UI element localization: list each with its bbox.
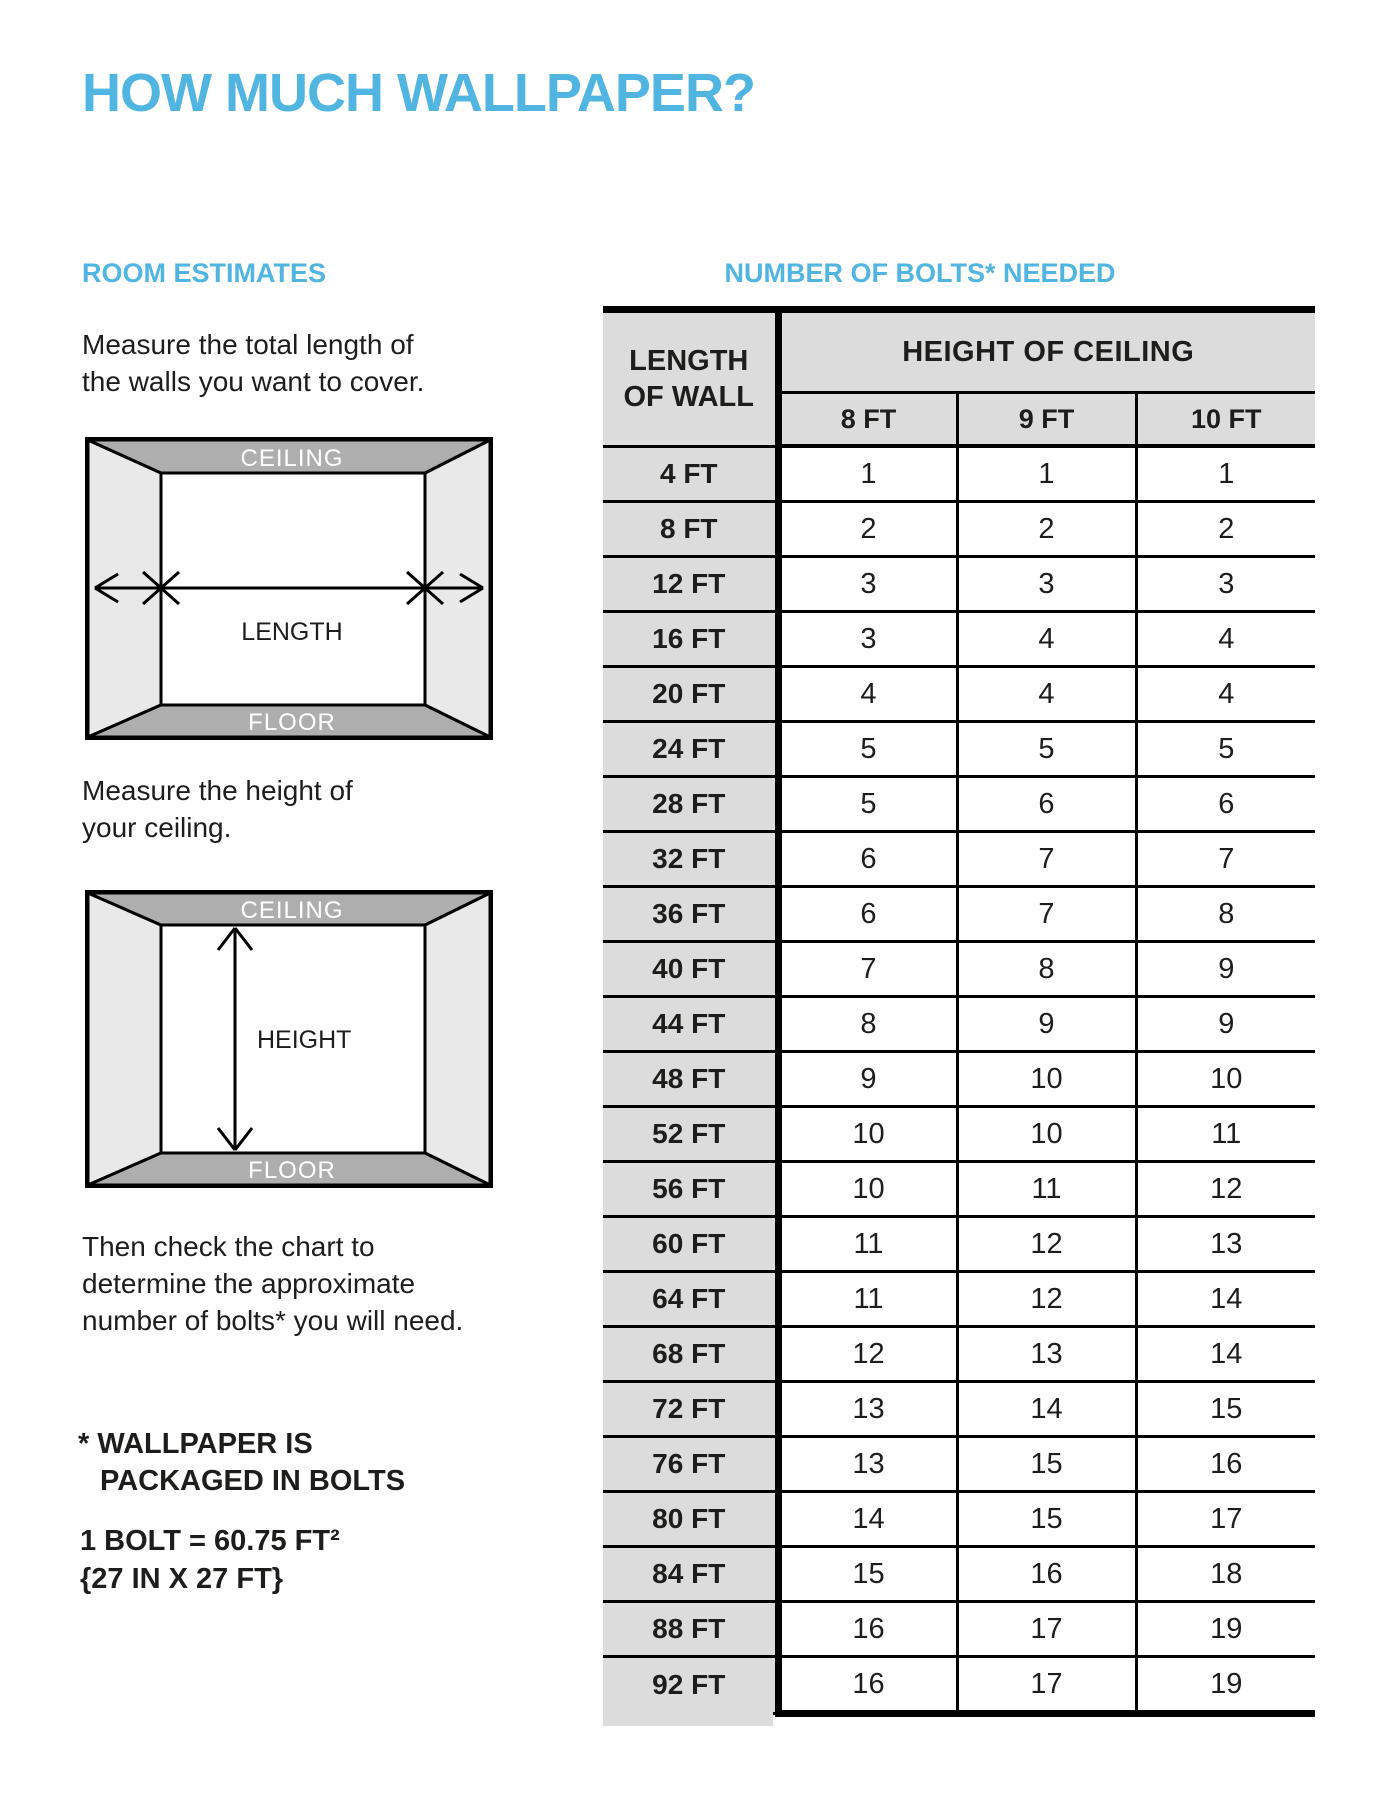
left-wall bbox=[88, 893, 161, 1185]
bolts-value-cell: 16 bbox=[1136, 1437, 1315, 1492]
bolt-size-line: 1 BOLT = 60.75 FT² bbox=[80, 1525, 340, 1557]
ceiling-9ft-header: 9 FT bbox=[957, 393, 1136, 447]
wall-length-cell: 60 FT bbox=[603, 1217, 778, 1272]
bolts-value-cell: 19 bbox=[1136, 1602, 1315, 1657]
wall-length-cell: 84 FT bbox=[603, 1547, 778, 1602]
bolts-value-cell: 3 bbox=[778, 612, 957, 667]
ceiling-label: CEILING bbox=[240, 445, 344, 472]
bolts-value-cell: 15 bbox=[1136, 1382, 1315, 1437]
bolts-value-cell: 7 bbox=[778, 942, 957, 997]
wall-length-cell: 52 FT bbox=[603, 1107, 778, 1162]
footnote-line: * WALLPAPER IS bbox=[78, 1428, 313, 1460]
room-height-svg bbox=[85, 890, 493, 1188]
bolts-value-cell: 5 bbox=[1136, 722, 1315, 777]
wall-length-cell: 64 FT bbox=[603, 1272, 778, 1327]
table-row bbox=[603, 997, 1315, 1052]
bolts-value-cell: 7 bbox=[957, 887, 1136, 942]
table-row bbox=[603, 667, 1315, 722]
measure-length-paragraph bbox=[82, 326, 424, 400]
bolts-value-cell: 6 bbox=[1136, 777, 1315, 832]
paragraph-line: Measure the total length of bbox=[82, 329, 414, 360]
bolts-value-cell: 8 bbox=[778, 997, 957, 1052]
bolts-value-cell: 13 bbox=[778, 1437, 957, 1492]
room-height-diagram bbox=[85, 890, 493, 1193]
bolts-value-cell: 15 bbox=[778, 1547, 957, 1602]
bolts-value-cell: 15 bbox=[957, 1492, 1136, 1547]
length-label: LENGTH bbox=[241, 618, 343, 646]
table-row bbox=[603, 1657, 1315, 1714]
length-of-wall-header bbox=[603, 310, 778, 447]
bolts-value-cell: 4 bbox=[957, 667, 1136, 722]
bolts-value-cell: 18 bbox=[1136, 1547, 1315, 1602]
wall-length-cell: 48 FT bbox=[603, 1052, 778, 1107]
bolts-value-cell: 5 bbox=[778, 722, 957, 777]
wall-length-cell: 72 FT bbox=[603, 1382, 778, 1437]
bolts-value-cell: 13 bbox=[1136, 1217, 1315, 1272]
bolts-value-cell: 16 bbox=[957, 1547, 1136, 1602]
wall-length-cell: 80 FT bbox=[603, 1492, 778, 1547]
bolts-table bbox=[603, 306, 1315, 1717]
bolts-value-cell: 9 bbox=[1136, 997, 1315, 1052]
bolts-value-cell: 6 bbox=[957, 777, 1136, 832]
wall-length-cell: 88 FT bbox=[603, 1602, 778, 1657]
wall-length-cell: 4 FT bbox=[603, 446, 778, 502]
bolts-value-cell: 4 bbox=[1136, 667, 1315, 722]
footnote-line: PACKAGED IN BOLTS bbox=[100, 1465, 406, 1497]
wall-length-cell: 20 FT bbox=[603, 667, 778, 722]
bolts-value-cell: 3 bbox=[957, 557, 1136, 612]
table-row bbox=[603, 832, 1315, 887]
wall-length-cell: 44 FT bbox=[603, 997, 778, 1052]
bolts-value-cell: 2 bbox=[957, 502, 1136, 557]
bolts-value-cell: 1 bbox=[778, 446, 957, 502]
bolts-value-cell: 9 bbox=[1136, 942, 1315, 997]
bolts-value-cell: 3 bbox=[778, 557, 957, 612]
bolts-value-cell: 11 bbox=[778, 1272, 957, 1327]
bolts-value-cell: 12 bbox=[1136, 1162, 1315, 1217]
table-row bbox=[603, 1602, 1315, 1657]
bolts-value-cell: 14 bbox=[778, 1492, 957, 1547]
table-row bbox=[603, 1547, 1315, 1602]
bolts-value-cell: 10 bbox=[957, 1107, 1136, 1162]
page-title: HOW MUCH WALLPAPER? bbox=[82, 63, 755, 123]
bolts-value-cell: 3 bbox=[1136, 557, 1315, 612]
table-row bbox=[603, 1162, 1315, 1217]
wall-length-cell: 12 FT bbox=[603, 557, 778, 612]
bolt-size-line: {27 IN X 27 FT} bbox=[80, 1563, 284, 1595]
bolts-value-cell: 9 bbox=[957, 997, 1136, 1052]
room-estimates-heading: ROOM ESTIMATES bbox=[82, 258, 327, 288]
ceiling-label: CEILING bbox=[240, 897, 344, 924]
table-row bbox=[603, 887, 1315, 942]
bolts-value-cell: 10 bbox=[957, 1052, 1136, 1107]
ceiling-10ft-header: 10 FT bbox=[1136, 393, 1315, 447]
bolts-value-cell: 2 bbox=[1136, 502, 1315, 557]
bolts-value-cell: 11 bbox=[1136, 1107, 1315, 1162]
height-of-ceiling-header: HEIGHT OF CEILING bbox=[778, 310, 1315, 393]
bolts-table-container bbox=[603, 306, 1315, 1717]
paragraph-line: Measure the height of bbox=[82, 775, 353, 806]
table-row bbox=[603, 1272, 1315, 1327]
bolt-table-body bbox=[603, 446, 1315, 1714]
wall-length-cell: 92 FT bbox=[603, 1657, 778, 1714]
bolts-value-cell: 13 bbox=[957, 1327, 1136, 1382]
bolts-value-cell: 15 bbox=[957, 1437, 1136, 1492]
bolts-value-cell: 17 bbox=[1136, 1492, 1315, 1547]
table-row bbox=[603, 612, 1315, 667]
bolts-value-cell: 5 bbox=[778, 777, 957, 832]
bolts-needed-heading: NUMBER OF BOLTS* NEEDED bbox=[724, 258, 1116, 288]
floor-label: FLOOR bbox=[248, 1157, 336, 1184]
wall-length-cell: 56 FT bbox=[603, 1162, 778, 1217]
paragraph-line: number of bolts* you will need. bbox=[82, 1305, 464, 1336]
bolts-value-cell: 9 bbox=[778, 1052, 957, 1107]
bolts-value-cell: 2 bbox=[778, 502, 957, 557]
room-length-svg bbox=[85, 437, 493, 740]
wall-length-cell: 32 FT bbox=[603, 832, 778, 887]
bolts-footnote bbox=[78, 1426, 405, 1500]
corner-line: LENGTH bbox=[629, 344, 749, 377]
bolts-value-cell: 12 bbox=[778, 1327, 957, 1382]
bolts-value-cell: 6 bbox=[778, 887, 957, 942]
table-row bbox=[603, 446, 1315, 502]
bolts-value-cell: 14 bbox=[1136, 1272, 1315, 1327]
bolts-value-cell: 7 bbox=[957, 832, 1136, 887]
paragraph-line: the walls you want to cover. bbox=[82, 366, 425, 397]
wall-length-cell: 28 FT bbox=[603, 777, 778, 832]
label-column-tab bbox=[603, 1708, 773, 1726]
table-row bbox=[603, 1492, 1315, 1547]
bolts-value-cell: 1 bbox=[957, 446, 1136, 502]
wall-length-cell: 68 FT bbox=[603, 1327, 778, 1382]
paragraph-line: your ceiling. bbox=[82, 812, 232, 843]
wall-length-cell: 36 FT bbox=[603, 887, 778, 942]
bolts-value-cell: 10 bbox=[1136, 1052, 1315, 1107]
bolts-value-cell: 8 bbox=[957, 942, 1136, 997]
bolts-value-cell: 12 bbox=[957, 1217, 1136, 1272]
bolts-value-cell: 1 bbox=[1136, 446, 1315, 502]
table-row bbox=[603, 777, 1315, 832]
bolts-value-cell: 4 bbox=[957, 612, 1136, 667]
wall-length-cell: 8 FT bbox=[603, 502, 778, 557]
ceiling-8ft-header: 8 FT bbox=[778, 393, 957, 447]
bolts-value-cell: 19 bbox=[1136, 1657, 1315, 1714]
table-row bbox=[603, 502, 1315, 557]
bolts-value-cell: 14 bbox=[957, 1382, 1136, 1437]
wall-length-cell: 16 FT bbox=[603, 612, 778, 667]
bolts-value-cell: 4 bbox=[778, 667, 957, 722]
room-length-diagram bbox=[85, 437, 493, 745]
bolts-value-cell: 13 bbox=[778, 1382, 957, 1437]
table-header-row bbox=[603, 310, 1315, 393]
corner-line: OF WALL bbox=[623, 380, 754, 413]
bolts-value-cell: 7 bbox=[1136, 832, 1315, 887]
table-row bbox=[603, 1107, 1315, 1162]
table-row bbox=[603, 1217, 1315, 1272]
wall-length-cell: 24 FT bbox=[603, 722, 778, 777]
table-row bbox=[603, 722, 1315, 777]
bolt-size-note bbox=[80, 1522, 340, 1598]
bolts-value-cell: 8 bbox=[1136, 887, 1315, 942]
bolts-value-cell: 11 bbox=[957, 1162, 1136, 1217]
measure-height-paragraph bbox=[82, 772, 353, 846]
bolts-value-cell: 17 bbox=[957, 1602, 1136, 1657]
table-row bbox=[603, 1327, 1315, 1382]
bolts-value-cell: 6 bbox=[778, 832, 957, 887]
table-row bbox=[603, 557, 1315, 612]
wall-length-cell: 40 FT bbox=[603, 942, 778, 997]
bolts-value-cell: 12 bbox=[957, 1272, 1136, 1327]
bolts-value-cell: 17 bbox=[957, 1657, 1136, 1714]
height-label: HEIGHT bbox=[257, 1026, 352, 1054]
floor-label: FLOOR bbox=[248, 709, 336, 736]
bolts-value-cell: 4 bbox=[1136, 612, 1315, 667]
check-chart-paragraph bbox=[82, 1228, 463, 1339]
bolts-value-cell: 11 bbox=[778, 1217, 957, 1272]
bolts-value-cell: 5 bbox=[957, 722, 1136, 777]
table-row bbox=[603, 1437, 1315, 1492]
bolts-value-cell: 10 bbox=[778, 1107, 957, 1162]
bolts-value-cell: 10 bbox=[778, 1162, 957, 1217]
bolts-value-cell: 16 bbox=[778, 1657, 957, 1714]
table-row bbox=[603, 1052, 1315, 1107]
paragraph-line: determine the approximate bbox=[82, 1268, 416, 1299]
table-row bbox=[603, 942, 1315, 997]
paragraph-line: Then check the chart to bbox=[82, 1231, 375, 1262]
bolts-value-cell: 16 bbox=[778, 1602, 957, 1657]
wall-length-cell: 76 FT bbox=[603, 1437, 778, 1492]
table-row bbox=[603, 1382, 1315, 1437]
bolts-value-cell: 14 bbox=[1136, 1327, 1315, 1382]
right-wall bbox=[425, 893, 490, 1185]
